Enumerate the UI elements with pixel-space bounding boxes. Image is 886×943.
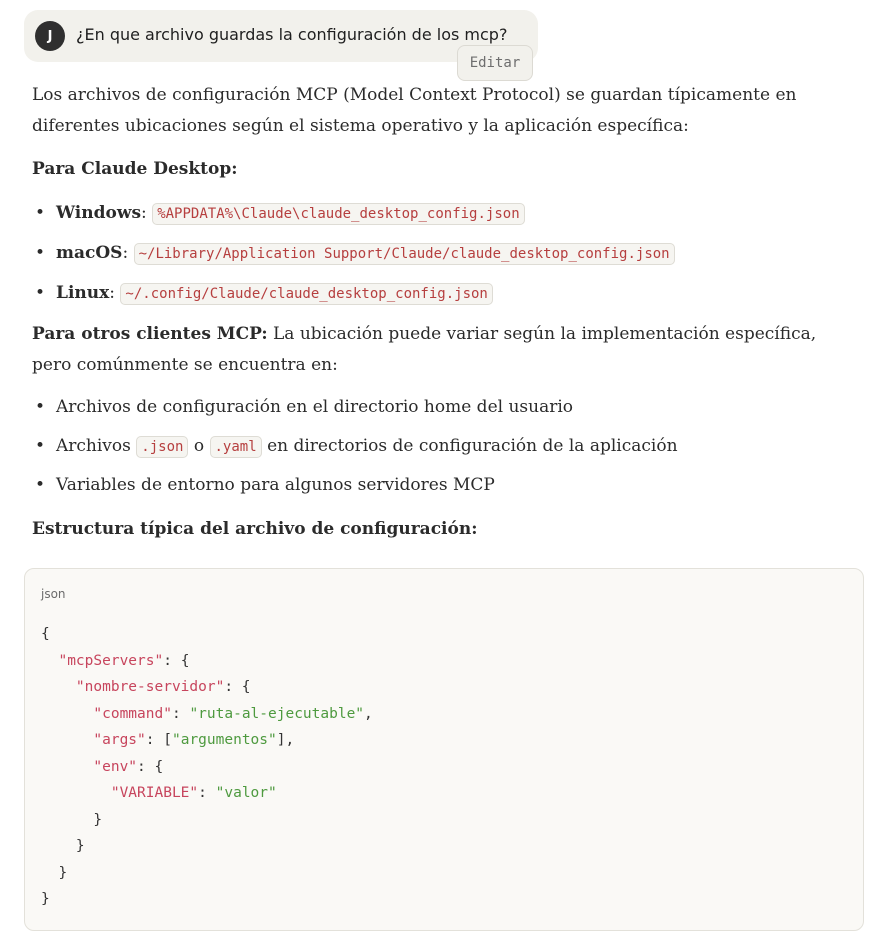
inline-code: %APPDATA%\Claude\claude_desktop_config.json [152,203,524,225]
intro-paragraph: Los archivos de configuración MCP (Model Context Protocol) se guardan típicamente en diferentes ubicaciones según el sistema operativo y la aplicación específica: [32,85,797,136]
os-label: Linux [56,283,110,303]
code-key: "args" [93,732,146,748]
inline-code: .yaml [210,436,262,458]
assistant-response [32,80,842,555]
code-string: "valor" [215,785,277,801]
claude-desktop-heading: Para Claude Desktop: [32,159,238,179]
code-block [24,568,864,931]
other-clients-text: La ubicación puede variar según la implementación específica, pero comúnmente se encuentra en: [32,324,817,375]
inline-code: ~/Library/Application Support/Claude/claude_desktop_config.json [134,243,675,265]
inline-code: .json [136,436,188,458]
list-item: • Linux: ~/.config/Claude/claude_desktop_config.json [32,275,842,315]
os-label: macOS [56,243,123,263]
code-key: "env" [93,758,138,775]
structure-heading: Estructura típica del archivo de configuración: [32,519,478,539]
list-item: • Windows: %APPDATA%\Claude\claude_desktop_config.json [32,195,842,235]
code-key: "VARIABLE" [110,785,199,801]
user-message-text: ¿En que archivo guardas la configuración de los mcp? [76,25,508,44]
text-fragment: en directorios de configuración de la aplicación [267,436,678,456]
list-item [32,428,842,467]
list-item: • macOS: ~/Library/Application Support/Claude/claude_desktop_config.json [32,235,842,275]
code-key: "command" [93,705,172,722]
other-clients-heading: Para otros clientes MCP: [32,324,268,344]
other-clients-paragraph [32,319,842,381]
claude-paths-list [32,195,842,315]
edit-button[interactable]: Editar [457,45,533,81]
code-content[interactable]: { "mcpServers": { "nombre-servidor": { "command": "ruta-al-ejecutable", "args": ["argumentos"], "env": { "VARIABLE": "valor" } } } } [41,626,373,907]
code-key: "mcpServers" [58,652,164,669]
list-item: • Variables de entorno para algunos servidores MCP [32,467,842,506]
inline-code: ~/.config/Claude/claude_desktop_config.json [120,283,492,305]
code-string: "argumentos" [171,732,277,748]
list-item: • Archivos de configuración en el directorio home del usuario [32,389,842,428]
os-label: Windows [56,203,142,223]
code-language-label: json [41,587,66,601]
user-avatar: J [35,21,65,51]
other-clients-list [32,389,842,506]
code-string: "ruta-al-ejecutable" [189,705,365,722]
text-fragment: o [193,436,205,456]
code-key: "nombre-servidor" [75,679,225,695]
text-fragment: Archivos [56,436,131,456]
